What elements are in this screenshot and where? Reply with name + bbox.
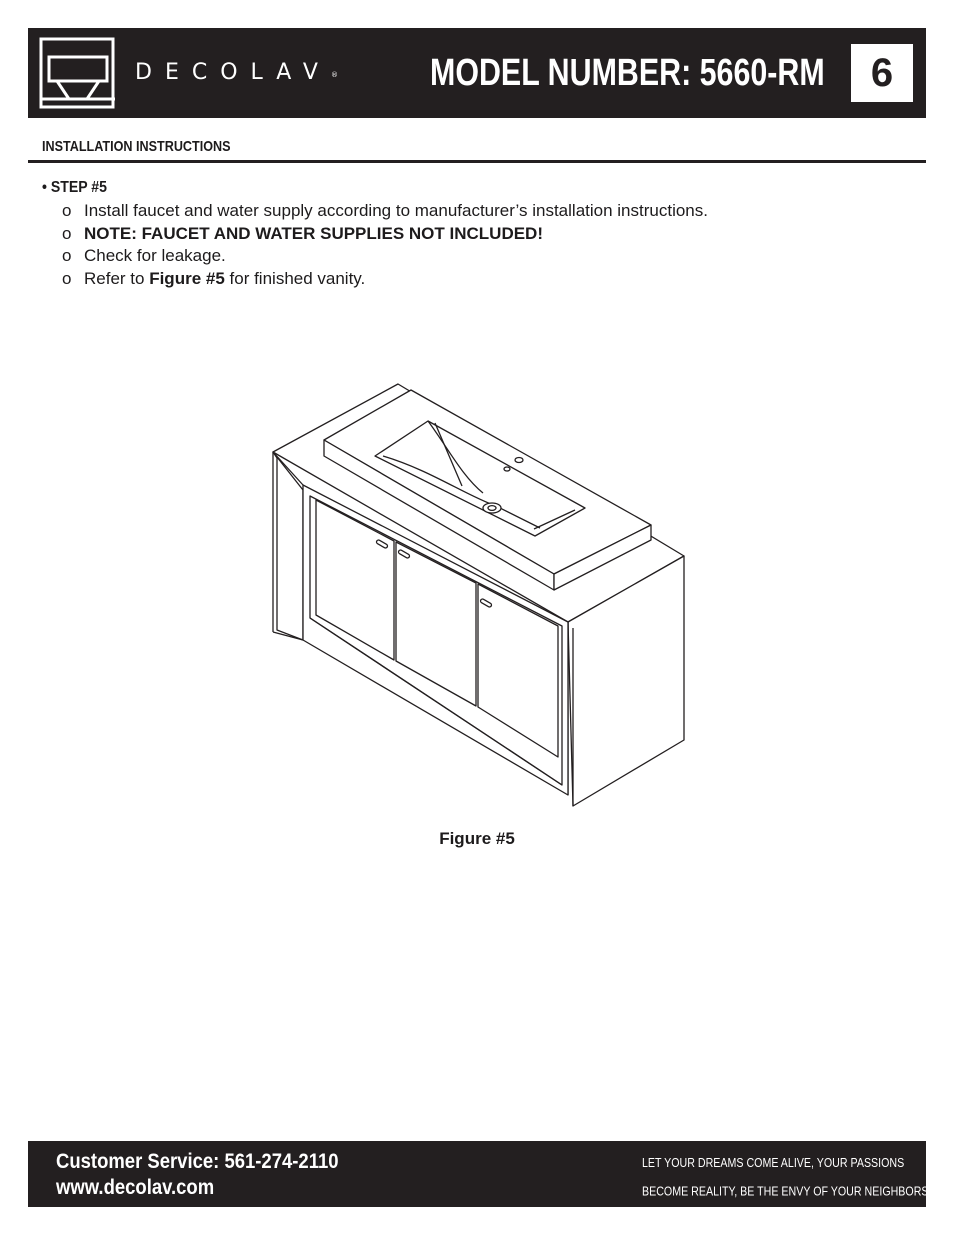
tagline-line-1: LET YOUR DREAMS COME ALIVE, YOUR PASSIONS <box>642 1155 905 1170</box>
step-heading: • STEP #5 <box>42 179 107 196</box>
section-title: INSTALLATION INSTRUCTIONS <box>42 138 231 155</box>
item-bullet: o <box>62 201 72 220</box>
registered-mark: ® <box>330 71 338 79</box>
section-divider <box>28 160 926 163</box>
figure-reference: Figure #5 <box>149 269 225 288</box>
customer-service-phone: Customer Service: 561-274-2110 <box>56 1150 339 1173</box>
website-link[interactable]: www.decolav.com <box>56 1176 215 1199</box>
registered-mark: ® <box>928 1183 934 1192</box>
page-header <box>28 28 926 118</box>
vanity-illustration <box>265 380 695 810</box>
item-bullet: o <box>62 246 72 265</box>
instruction-item <box>62 245 226 267</box>
item-text: NOTE: FAUCET AND WATER SUPPLIES NOT INCLUDED! <box>84 224 543 243</box>
page-number: 6 <box>851 44 913 102</box>
item-text: Install faucet and water supply according to manufacturer’s installation instructions. <box>84 201 708 220</box>
item-text-prefix: Refer to <box>84 269 150 288</box>
item-text: Check for leakage. <box>84 246 226 265</box>
page-footer <box>28 1141 934 1207</box>
item-text-suffix: for finished vanity. <box>224 269 366 288</box>
model-number-title: MODEL NUMBER: 5660-RM <box>430 52 825 94</box>
tagline-line-2: BECOME REALITY, BE THE ENVY OF YOUR NEIGHBORS® <box>642 1183 934 1199</box>
instruction-item <box>62 268 365 290</box>
decolav-logo-icon <box>39 37 115 109</box>
instruction-item <box>62 223 543 245</box>
figure-caption: Figure #5 <box>439 829 515 848</box>
item-bullet: o <box>62 269 72 288</box>
brand-name: DECOLAV® <box>135 60 338 85</box>
item-bullet: o <box>62 224 72 243</box>
instruction-item <box>62 200 708 222</box>
